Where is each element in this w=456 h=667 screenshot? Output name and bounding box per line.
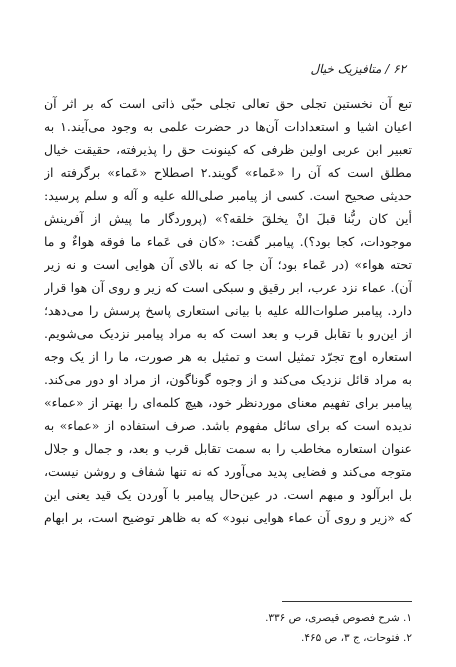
body-line: حدیثی صحیح است. کسی از پیامبر صلی‌الله علیه و آله و سلم پرسید:: [44, 188, 412, 203]
body-line: تعبیر ابن عربی اولین ظرفی که کینونت حق را پذیرفته، حقیقت خیال: [44, 142, 412, 157]
body-line: آن). عماء نزد عرب، ابر رقیق و سبکی است که زیر و روی آن هوا قرار: [44, 280, 412, 295]
body-line: از این‌رو با تقابل قرب و بعد است که به مراد پیامبر نزدیک می‌شویم.: [44, 326, 412, 341]
footnotes: [44, 608, 412, 648]
body-line: عنوان استعاره مخاطب را به سمت تقابل قرب و بعد، و جمال و جلال: [44, 441, 412, 456]
body-line: به مراد قائل نزدیک می‌کند و از وجوه گوناگون، از مراد او دور می‌کند.: [44, 372, 412, 387]
body-line: تحته هواء» (در عَماء بود؛ آن جا که نه بالای آن هوایی است و نه زیر: [44, 257, 412, 272]
body-line: بل ابرآلود و مبهم است. در عین‌حال پیامبر با آوردن یک قید یعنی این: [44, 487, 412, 502]
body-line: أین کان ربُّنا قبلَ انْ یخلقَ خلقه؟» (پروردگار ما پیش از آفرینش: [44, 211, 412, 226]
footnote-1: ۱. شرح فصوص قیصری، ص ۳۳۶.: [265, 612, 412, 624]
footnote-divider: [282, 601, 412, 602]
body-text: [44, 92, 412, 529]
body-line: پیامبر برای تفهیم معنای موردنظر خود، هیچ کلمه‌ای را بهتر از «عماء»: [44, 395, 412, 410]
body-line: اعیان اشیا و استعدادات آن‌ها در حضرت علمی به وجود می‌آیند.۱ به: [44, 119, 412, 134]
body-line: ندیده است که برای سائل مفهوم باشد. صرف استفاده از «عماء» به: [44, 418, 412, 433]
body-line: استعاره اوج تجرّد تمثیل است و تمثیل به هر صورت، ما را از یک وجه: [44, 349, 412, 364]
running-header: ۶۲ / متافیزیک خیال: [310, 62, 406, 76]
body-line: دارد. پیامبر صلوات‌الله علیه با بیانی استعاری پاسخ پرسش را می‌دهد؛: [44, 303, 412, 318]
footnote-2: ۲. فتوحات، ج ۳، ص ۴۶۵.: [300, 632, 412, 644]
body-line: که «زیر و روی آن عماء هوایی نبود» که به ظاهر توضیح است، بر ابهام: [44, 510, 412, 525]
body-line: موجودات، کجا بود؟). پیامبر گفت: «کان فی عَماء ما فوقه هواءٌ و ما: [44, 234, 412, 249]
body-line: مطلق است که آن را «عَماء» گویند.۲ اصطلاح «عَماء» برگرفته از: [44, 165, 412, 180]
body-line: متوجه می‌کند و فضایی پدید می‌آورد که نه تنها شفاف و روشن نیست،: [44, 464, 412, 479]
body-line: تبع آن نخستین تجلی حق تعالی تجلی حبّی ذاتی است که بر اثر آن: [44, 96, 412, 111]
